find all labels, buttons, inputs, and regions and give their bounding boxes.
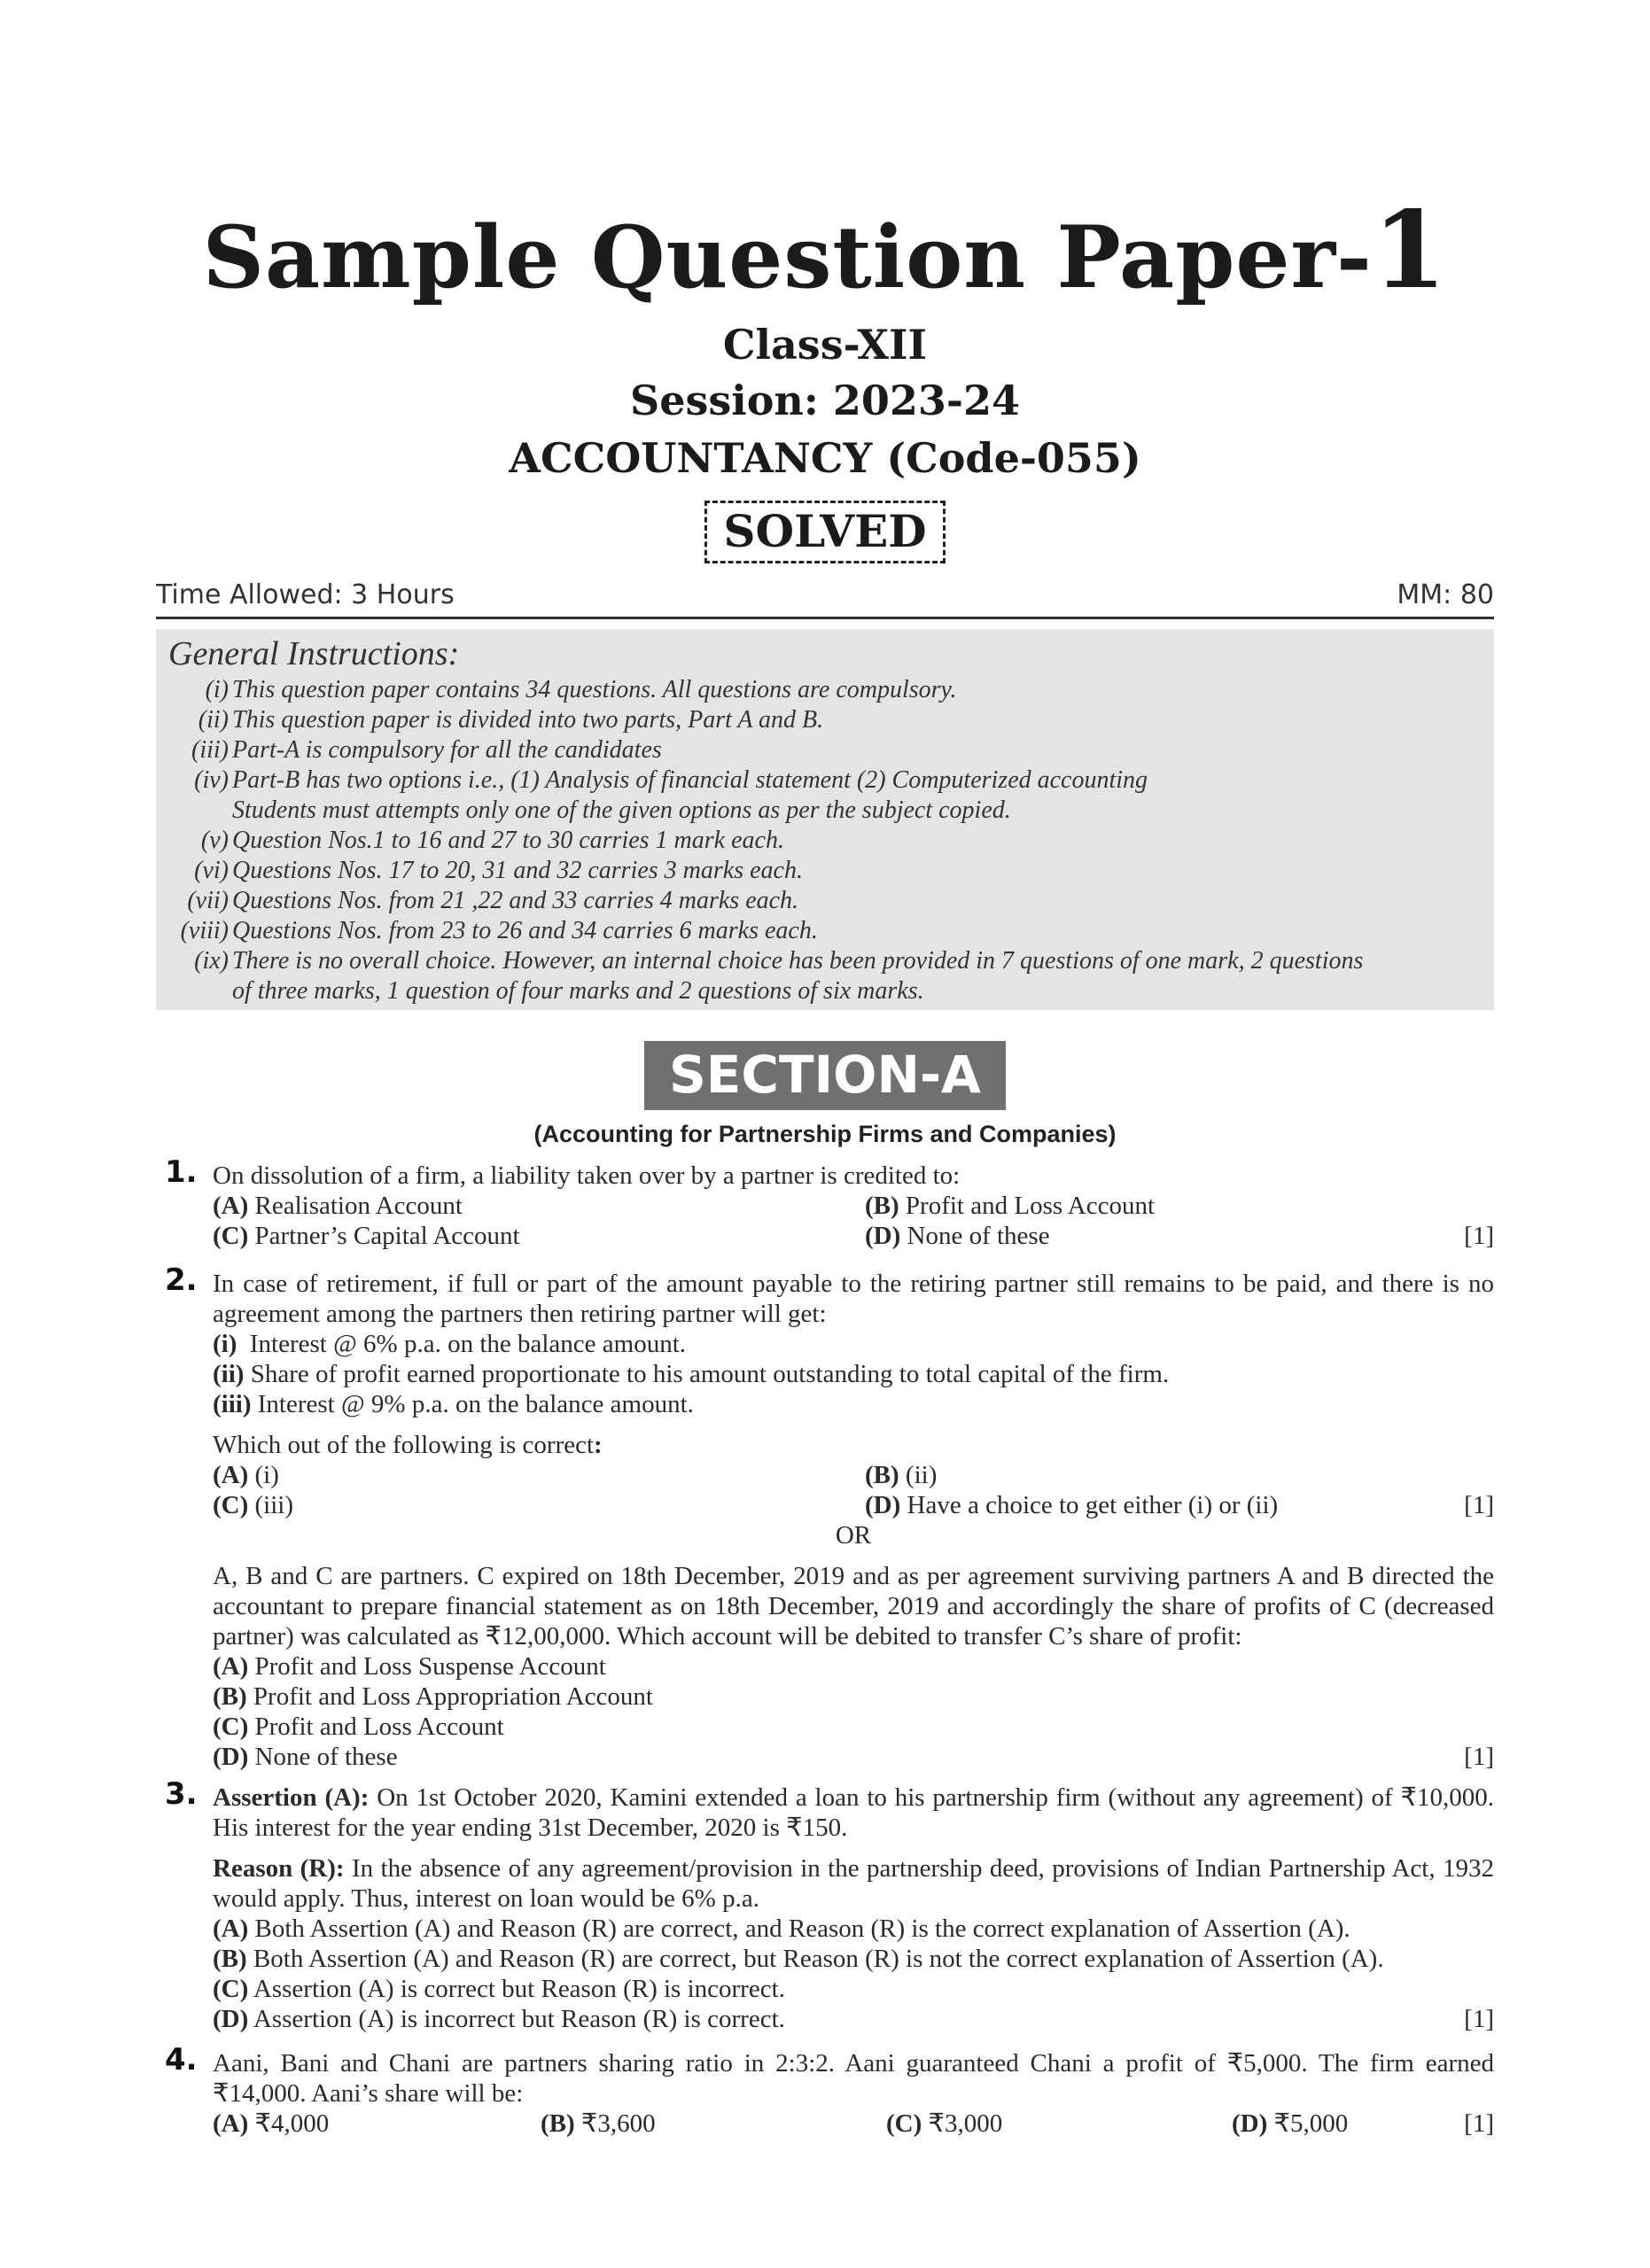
- paper-title-number: 1: [1372, 188, 1448, 313]
- option-a: (A) Both Assertion (A) and Reason (R) are correct, and Reason (R) is the correct explanation of Assertion (A).: [213, 1915, 1350, 1943]
- option-c: (C) Partner’s Capital Account: [213, 1222, 520, 1250]
- or-separator: OR: [835, 1521, 872, 1550]
- option-a: (A) Realisation Account: [213, 1192, 463, 1220]
- question-number: 2.: [165, 1262, 198, 1298]
- statement-iii: (iii) Interest @ 9% p.a. on the balance amount.: [213, 1390, 694, 1418]
- max-marks: MM: 80: [1397, 579, 1494, 610]
- alt-option-c: (C) Profit and Loss Account: [213, 1713, 504, 1741]
- alt-option-d: (D) None of these: [213, 1743, 398, 1771]
- marks-label: [1]: [1464, 1743, 1494, 1771]
- option-d: (D) Assertion (A) is incorrect but Reason (R) is correct.: [213, 2005, 785, 2033]
- marks-label: [1]: [1464, 1222, 1494, 1250]
- time-allowed: Time Allowed: 3 Hours: [156, 579, 455, 610]
- option-c: (C) ₹3,000: [886, 2109, 1003, 2138]
- instructions-heading: General Instructions:: [168, 635, 460, 672]
- option-b: (B) Profit and Loss Account: [865, 1192, 1156, 1220]
- option-c: (C) (iii): [213, 1491, 294, 1519]
- paper-title: [0, 188, 1650, 313]
- option-b: (B) ₹3,600: [541, 2109, 656, 2138]
- option-a: (A) ₹4,000: [213, 2109, 330, 2138]
- option-b: (B) Both Assertion (A) and Reason (R) are correct, but Reason (R) is not the correct explanation of Assertion (A).: [213, 1945, 1384, 1973]
- exam-meta-bar: [156, 578, 1494, 619]
- marks-label: [1]: [1464, 1491, 1494, 1519]
- section-a-heading: SECTION-A: [644, 1041, 1006, 1110]
- question-text: On dissolution of a firm, a liability taken over by a partner is credited to:: [213, 1161, 961, 1190]
- option-b: (B) (ii): [865, 1461, 938, 1489]
- which-correct: Which out of the following is correct:: [213, 1431, 603, 1459]
- section-a-subtitle: (Accounting for Partnership Firms and Companies): [533, 1121, 1117, 1147]
- question-number: 1.: [165, 1154, 198, 1190]
- session-label: Session: 2023-24: [629, 377, 1020, 424]
- alt-option-a: (A) Profit and Loss Suspense Account: [213, 1652, 606, 1681]
- marks-label: [1]: [1464, 2005, 1494, 2033]
- statement-ii: (ii) Share of profit earned proportionate to his amount outstanding to total capital of the firm.: [213, 1360, 1170, 1388]
- paper-title-text: Sample Question Paper-: [202, 207, 1373, 307]
- alternate-question-text: A, B and C are partners. C expired on 18th December, 2019 and as per agreement surviving partners A and B directed the accountant to prepare financial statement as on 18th December, 2019 and accordingly the share of profits of C (decreased partner) was calculated as ₹12,00,000. Which account will be debited to transfer C’s share of profit:: [213, 1562, 1494, 1651]
- question-text: In case of retirement, if full or part of the amount payable to the retiring partner still remains to be paid, and there is no agreement among the partners then retiring partner will get:: [213, 1270, 1494, 1328]
- option-d: (D) Have a choice to get either (i) or (ii): [865, 1491, 1279, 1519]
- statement-i: (i) Interest @ 6% p.a. on the balance amount.: [213, 1330, 687, 1358]
- question-number: 3.: [165, 1776, 198, 1812]
- reason-text: Reason (R): In the absence of any agreement/provision in the partnership deed, provisions of Indian Partnership Act, 1932 would apply. Thus, interest on loan would be 6% p.a.: [213, 1854, 1495, 1913]
- assertion-text: Assertion (A): On 1st October 2020, Kamini extended a loan to his partnership firm (without any agreement) of ₹10,000. His interest for the year ending 31st December, 2020 is ₹150.: [213, 1783, 1494, 1842]
- option-c: (C) Assertion (A) is correct but Reason (R) is incorrect.: [213, 1975, 785, 2003]
- subject-label: ACCOUNTANCY (Code-055): [509, 434, 1141, 482]
- solved-badge: SOLVED: [704, 501, 945, 563]
- option-d: (D) None of these: [865, 1222, 1050, 1250]
- option-d: (D) ₹5,000: [1232, 2109, 1349, 2138]
- general-instructions: General Instructions: (i) This question paper contains 34 questions. All questions are compulsory. (ii) This question paper is divided into two parts, Part A and B. (iii) Part-A is compulsory for all the candidates (iv) Part-B has two options i.e., (1) Analysis of financial statement (2) Computerized accounting Students must attempts only one of the given options as per the subject copied. (v) Question Nos.1 to 16 and 27 to 30 carries 1 mark each. (vi) Questions Nos. 17 to 20, 31 and 32 carries 3 marks each. (vii) Questions Nos. from 21 ,22 and 33 carries 4 marks each. (viii) Questions Nos. from 23 to 26 and 34 carries 6 marks each. (ix) There is no overall choice. However, an internal choice has been provided in 7 questions of one mark, 2 questions of three marks, 1 question of four marks and 2 questions of six marks.: [156, 629, 1494, 1010]
- alt-option-b: (B) Profit and Loss Appropriation Account: [213, 1682, 653, 1711]
- question-number: 4.: [165, 2042, 198, 2078]
- marks-label: [1]: [1464, 2109, 1494, 2138]
- option-a: (A) (i): [213, 1461, 279, 1489]
- class-label: Class-XII: [722, 321, 928, 369]
- question-text: Aani, Bani and Chani are partners sharing ratio in 2:3:2. Aani guaranteed Chani a profit of ₹5,000. The firm earned ₹14,000. Aani’s share will be:: [213, 2049, 1494, 2108]
